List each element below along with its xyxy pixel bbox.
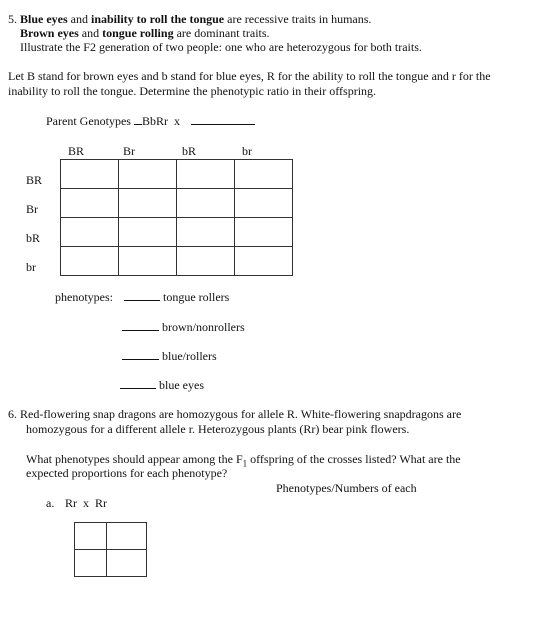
row-header-3: bR — [26, 231, 41, 245]
punnett-cell[interactable] — [75, 550, 107, 577]
punnett-cell[interactable] — [107, 550, 147, 577]
phenotype-row-1 — [124, 290, 229, 304]
q5-line2 — [20, 26, 270, 40]
punnett-square-dihybrid — [60, 159, 293, 276]
punnett-cell[interactable] — [235, 218, 293, 247]
q5-line1 — [8, 12, 371, 26]
q6-question-part-a: What phenotypes should appear among the F — [26, 452, 243, 466]
parent2-blank[interactable] — [191, 114, 255, 125]
parent1-blank-lead — [134, 114, 142, 125]
row-header-1: BR — [26, 173, 43, 187]
punnett-cell[interactable] — [119, 247, 177, 276]
item-a-label: a. — [46, 496, 55, 510]
q5-line3: Illustrate the F2 generation of two people: one who are heterozygous for both traits. — [20, 40, 422, 54]
q5-number: 5. — [8, 12, 17, 26]
q5-line2-connector: and — [78, 26, 103, 40]
punnett-cell[interactable] — [119, 160, 177, 189]
phenotype-row-3 — [122, 349, 217, 363]
phenotype-blue-rollers: blue/rollers — [162, 349, 217, 363]
punnett-cell[interactable] — [177, 160, 235, 189]
q6-question-part-b: offspring of the crosses listed? What are the — [247, 452, 461, 466]
q6-line1: 6. Red-flowering snap dragons are homozygous for allele R. White-flowering snapdragons are — [8, 407, 462, 421]
q6-line2: homozygous for a different allele r. Heterozygous plants (Rr) bear pink flowers. — [26, 422, 410, 436]
q5-line2-tail: are dominant traits. — [173, 26, 270, 40]
punnett-cell[interactable] — [61, 218, 119, 247]
col-header-4: br — [242, 144, 252, 158]
punnett-cell[interactable] — [119, 218, 177, 247]
phenotype-row-2 — [122, 320, 245, 334]
q5-para2: inability to roll the tongue. Determine the phenotypic ratio in their offspring. — [8, 84, 377, 98]
phenotype-blank-3[interactable] — [122, 349, 159, 360]
q5-trait-tongue-rolling: tongue rolling — [102, 26, 174, 40]
punnett-cell[interactable] — [177, 189, 235, 218]
col-header-2: Br — [123, 144, 135, 158]
col-header-3: bR — [182, 144, 197, 158]
phenotypes-label: phenotypes: — [55, 290, 113, 304]
parent-genotypes-row — [46, 114, 255, 128]
q5-line1-connector: and — [67, 12, 91, 26]
col-header-1: BR — [68, 144, 85, 158]
phenotype-blank-4[interactable] — [120, 378, 156, 389]
punnett-row — [61, 218, 293, 247]
parent-genotypes-label: Parent Genotypes — [46, 114, 131, 128]
q5-trait-blue-eyes: Blue eyes — [20, 12, 68, 26]
phenotype-tongue-rollers: tongue rollers — [163, 290, 230, 304]
punnett-cell[interactable] — [177, 218, 235, 247]
punnett-cell[interactable] — [107, 523, 147, 550]
punnett-cell[interactable] — [235, 160, 293, 189]
phenotype-row-4 — [120, 378, 204, 392]
punnett-row — [75, 550, 147, 577]
punnett-cell[interactable] — [61, 189, 119, 218]
punnett-cell[interactable] — [119, 189, 177, 218]
row-header-4: br — [26, 260, 36, 274]
punnett-cell[interactable] — [235, 247, 293, 276]
punnett-cell[interactable] — [177, 247, 235, 276]
phenotype-brown-nonrollers: brown/nonrollers — [162, 320, 245, 334]
q5-trait-brown-eyes: Brown eyes — [20, 26, 79, 40]
phenotype-blank-2[interactable] — [122, 320, 159, 331]
parent1-genotype: BbRr — [141, 114, 168, 128]
punnett-row — [61, 160, 293, 189]
punnett-row — [61, 247, 293, 276]
q6-question-line2: expected proportions for each phenotype? — [26, 466, 228, 480]
q5-trait-inability-roll: inability to roll the tongue — [91, 12, 225, 26]
phenotypes-numbers-heading: Phenotypes/Numbers of each — [276, 481, 417, 495]
punnett-row — [75, 523, 147, 550]
q6-question-subscript: 1 — [242, 458, 248, 469]
punnett-cell[interactable] — [61, 247, 119, 276]
row-header-2: Br — [26, 202, 38, 216]
punnett-cell[interactable] — [75, 523, 107, 550]
punnett-cell[interactable] — [61, 160, 119, 189]
q5-line1-tail: are recessive traits in humans. — [224, 12, 372, 26]
punnett-row — [61, 189, 293, 218]
phenotype-blue-eyes: blue eyes — [159, 378, 204, 392]
punnett-square-monohybrid — [74, 522, 147, 577]
item-a-cross: Rr x Rr — [65, 496, 107, 510]
q5-para1: Let B stand for brown eyes and b stand for blue eyes, R for the ability to roll the tongue and r for the — [8, 69, 491, 83]
cross-symbol: x — [174, 114, 180, 128]
phenotype-blank-1[interactable] — [124, 290, 160, 301]
punnett-cell[interactable] — [235, 189, 293, 218]
